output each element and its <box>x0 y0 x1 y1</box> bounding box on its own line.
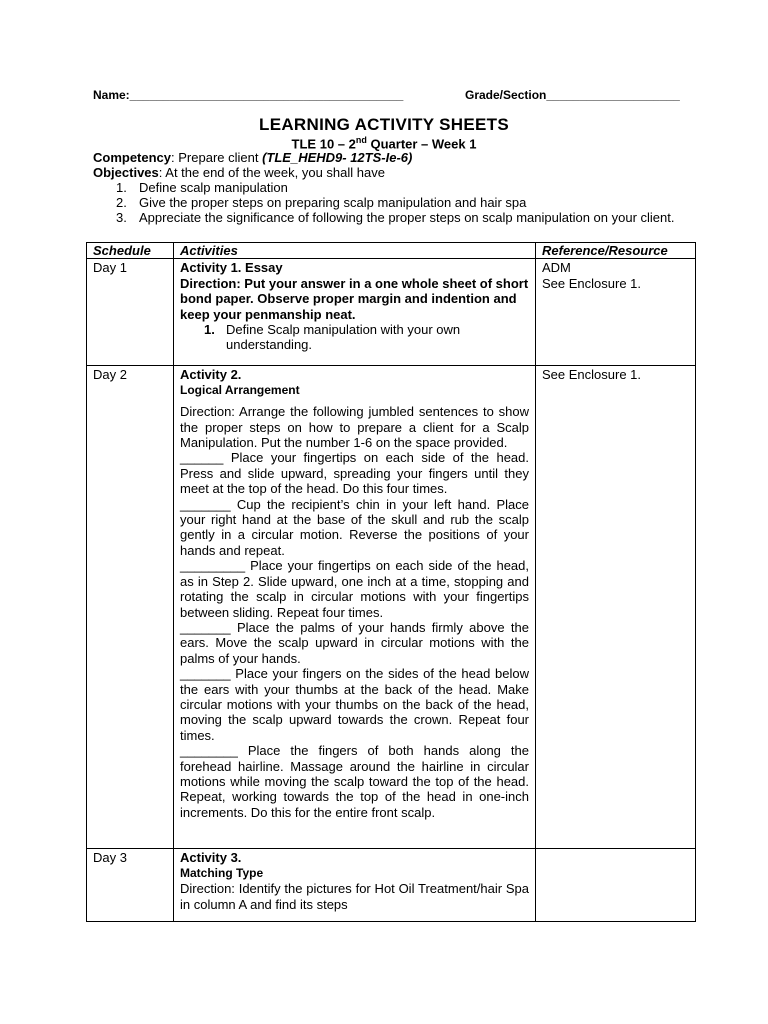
name-field-label: Name:_________________________________________ <box>93 88 404 102</box>
activity-title: Activity 2. <box>180 367 242 383</box>
table-row <box>87 849 696 922</box>
objective-item <box>116 180 676 195</box>
objective-item <box>116 210 676 225</box>
objective-text: Give the proper steps on preparing scalp manipulation and hair spa <box>139 195 527 210</box>
step-item: ______ Place your fingertips on each side of the head. Press and slide upward, spreading your fingers until they meet at the top of the head. Do this four times. <box>180 450 529 497</box>
activity-subtitle: Logical Arrangement <box>180 382 300 397</box>
table-row <box>87 366 696 849</box>
page-subtitle <box>0 135 768 151</box>
activity-cell <box>174 259 536 366</box>
objectives-label: Objectives <box>93 165 159 180</box>
step-item: _______ Place the palms of your hands firmly above the ears. Move the scalp upward in circular motions with the palms of your hands. <box>180 619 529 666</box>
reference-line: ADM <box>542 260 571 276</box>
objectives-list <box>116 180 676 225</box>
reference-cell <box>536 849 696 922</box>
competency-label: Competency <box>93 150 172 165</box>
objective-number: 1. <box>116 180 127 195</box>
activity-subtitle: Matching Type <box>180 865 264 880</box>
activity-cell <box>174 849 536 922</box>
activity-cell <box>174 366 536 849</box>
activities-header: Activities <box>174 243 536 259</box>
reference-cell <box>536 366 696 849</box>
day-cell: Day 2 <box>87 366 174 849</box>
activity-title: Activity 3. <box>180 850 242 866</box>
reference-line: See Enclosure 1. <box>542 275 642 291</box>
grade-section-field-label: Grade/Section____________________ <box>465 88 680 102</box>
objective-text: Define scalp manipulation <box>139 180 288 195</box>
reference-line: See Enclosure 1. <box>542 367 642 383</box>
activity-title: Activity 1. Essay <box>180 260 283 276</box>
objective-number: 3. <box>116 210 127 225</box>
page-title: LEARNING ACTIVITY SHEETS <box>259 115 509 134</box>
step-item: ________ Place the fingers of both hands along the forehead hairline. Massage around the hairline in circular motions while moving the scalp toward the top of the head. Repeat, working towards the top of the head in one-inch increments. Do this for the entire front scalp. <box>180 743 529 820</box>
competency-code: (TLE_HEHD9- 12TS-Ie-6) <box>262 150 413 165</box>
subtitle-pre: TLE 10 – 2 <box>291 136 356 152</box>
subtitle-post: Quarter – Week 1 <box>366 136 477 152</box>
step-item: _________ Place your fingertips on each side of the head, as in Step 2. Slide upward, one inch at a time, stopping and rotating the scalp in circular motions with your fingertips between sliding. Repeat four times. <box>180 558 529 620</box>
activities-table <box>86 242 696 922</box>
step-item: _______ Cup the recipient’s chin in your left hand. Place your right hand at the base of the skull and rub the scalp gently in a circular motion. Reverse the positions of your hands and repeat. <box>180 496 529 558</box>
objective-item <box>116 195 676 210</box>
day-cell: Day 3 <box>87 849 174 922</box>
activity-item <box>180 322 529 353</box>
subtitle-sup: nd <box>355 135 367 145</box>
reference-header: Reference/Resource <box>536 243 696 259</box>
activity-direction: Direction: Identify the pictures for Hot Oil Treatment/hair Spa in column A and find its steps <box>180 881 529 912</box>
table-header-row <box>87 243 696 259</box>
objectives-line <box>93 165 385 180</box>
activity-item-number: 1. <box>204 322 215 338</box>
objective-number: 2. <box>116 195 127 210</box>
competency-text: : Prepare client <box>171 150 263 165</box>
table-row <box>87 259 696 366</box>
reference-cell <box>536 259 696 366</box>
activity-direction: Direction: Put your answer in a one whole sheet of short bond paper. Observe proper margin and indention and keep your penmanship neat. <box>180 275 529 322</box>
objective-text: Appreciate the significance of following the proper steps on scalp manipulation on your client. <box>139 210 675 225</box>
activity-item-text: Define Scalp manipulation with your own understanding. <box>226 322 461 353</box>
objectives-text: : At the end of the week, you shall have <box>158 165 385 180</box>
schedule-header: Schedule <box>87 243 174 259</box>
day-cell: Day 1 <box>87 259 174 366</box>
competency-line <box>93 150 412 165</box>
activity-direction: Direction: Arrange the following jumbled sentences to show the proper steps on how to prepare a client for a Scalp Manipulation. Put the number 1-6 on the space provided. <box>180 404 529 451</box>
step-item: _______ Place your fingers on the sides of the head below the ears with your thumbs at the back of the head. Make circular motions with your thumbs on the back of the head, moving the scalp upward towards the crown. Repeat four times. <box>180 666 529 743</box>
